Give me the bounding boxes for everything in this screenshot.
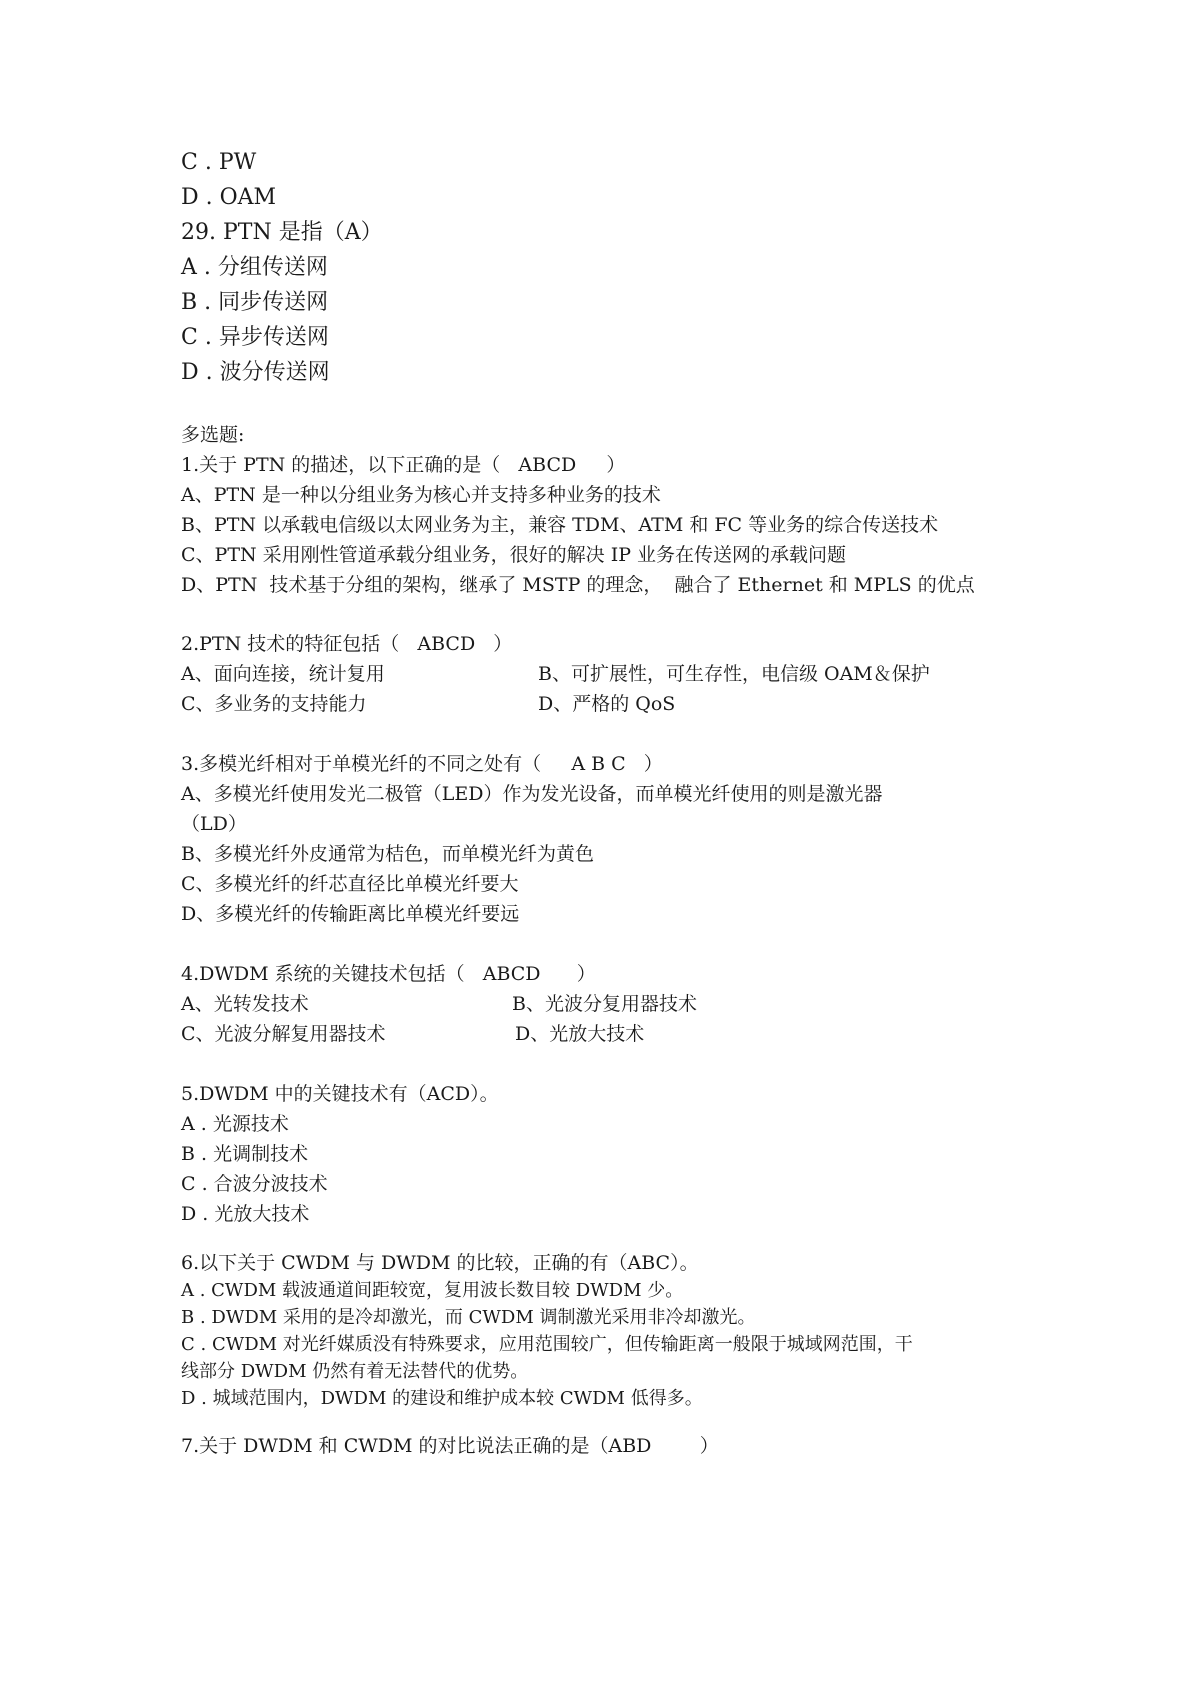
multi-question-1-option-d: D、PTN 技术基于分组的架构，继承了 MSTP 的理念， 融合了 Ethernet 和 MPLS 的优点 (181, 574, 975, 596)
multi-question-1-option-b: B、PTN 以承载电信级以太网业务为主，兼容 TDM、ATM 和 FC 等业务的综合传送技术 (181, 514, 939, 536)
multi-question-5-option-c: C . 合波分波技术 (181, 1173, 328, 1195)
multi-question-4-option-d: D、光放大技术 (515, 1023, 645, 1045)
option-d-oam: D . OAM (181, 185, 277, 210)
multi-question-6-option-c-continued: 线部分 DWDM 仍然有着无法替代的优势。 (181, 1361, 529, 1382)
question-29-option-a: A . 分组传送网 (181, 255, 328, 280)
multi-question-6-stem: 6.以下关于 CWDM 与 DWDM 的比较，正确的有（ABC）。 (181, 1252, 699, 1274)
multi-question-6-option-d: D . 城域范围内，DWDM 的建设和维护成本较 CWDM 低得多。 (181, 1388, 703, 1409)
multi-question-4-option-c: C、光波分解复用器技术 (181, 1023, 386, 1045)
multi-question-4-stem: 4.DWDM 系统的关键技术包括（ ABCD ） (181, 963, 596, 985)
question-29-stem: 29. PTN 是指（A） (181, 220, 383, 245)
question-29-option-d: D . 波分传送网 (181, 360, 330, 385)
multi-question-3-option-d: D、多模光纤的传输距离比单模光纤要远 (181, 903, 520, 925)
multi-question-1-option-a: A、PTN 是一种以分组业务为核心并支持多种业务的技术 (181, 484, 661, 506)
multi-question-3-option-b: B、多模光纤外皮通常为桔色，而单模光纤为黄色 (181, 843, 594, 865)
multi-question-2-option-c: C、多业务的支持能力 (181, 693, 367, 715)
multi-question-2-option-d: D、严格的 QoS (538, 693, 676, 715)
multi-question-6-option-b: B . DWDM 采用的是冷却激光，而 CWDM 调制激光采用非冷却激光。 (181, 1307, 756, 1328)
multi-question-5-option-b: B . 光调制技术 (181, 1143, 309, 1165)
multi-question-6-option-a: A . CWDM 载波通道间距较宽，复用波长数目较 DWDM 少。 (181, 1280, 684, 1301)
multi-question-2-option-a: A、面向连接，统计复用 (181, 663, 385, 685)
multi-question-3-option-a-continued: （LD） (181, 813, 247, 835)
multi-question-4-option-b: B、光波分复用器技术 (512, 993, 697, 1015)
multi-question-7-stem: 7.关于 DWDM 和 CWDM 的对比说法正确的是（ABD ） (181, 1435, 719, 1457)
multi-question-6-option-c: C . CWDM 对光纤媒质没有特殊要求，应用范围较广，但传输距离一般限于城域网范围，干 (181, 1334, 913, 1355)
multi-question-2-stem: 2.PTN 技术的特征包括（ ABCD ） (181, 633, 513, 655)
multi-question-3-option-a: A、多模光纤使用发光二极管（LED）作为发光设备，而单模光纤使用的则是激光器 (181, 783, 883, 805)
option-c-pw: C . PW (181, 150, 257, 175)
multi-question-5-stem: 5.DWDM 中的关键技术有（ACD）。 (181, 1083, 499, 1105)
multi-question-5-option-d: D . 光放大技术 (181, 1203, 310, 1225)
section-title-multiple-choice: 多选题: (181, 424, 245, 446)
question-29-option-b: B . 同步传送网 (181, 290, 329, 315)
multi-question-3-stem: 3.多模光纤相对于单模光纤的不同之处有（ A B C ） (181, 753, 663, 775)
multi-question-3-option-c: C、多模光纤的纤芯直径比单模光纤要大 (181, 873, 519, 895)
multi-question-4-option-a: A、光转发技术 (181, 993, 309, 1015)
multi-question-1-option-c: C、PTN 采用刚性管道承载分组业务，很好的解决 IP 业务在传送网的承载问题 (181, 544, 847, 566)
multi-question-1-stem: 1.关于 PTN 的描述，以下正确的是（ ABCD ） (181, 454, 626, 476)
multi-question-5-option-a: A . 光源技术 (181, 1113, 289, 1135)
question-29-option-c: C . 异步传送网 (181, 325, 329, 350)
multi-question-2-option-b: B、可扩展性，可生存性，电信级 OAM＆保护 (538, 663, 930, 685)
